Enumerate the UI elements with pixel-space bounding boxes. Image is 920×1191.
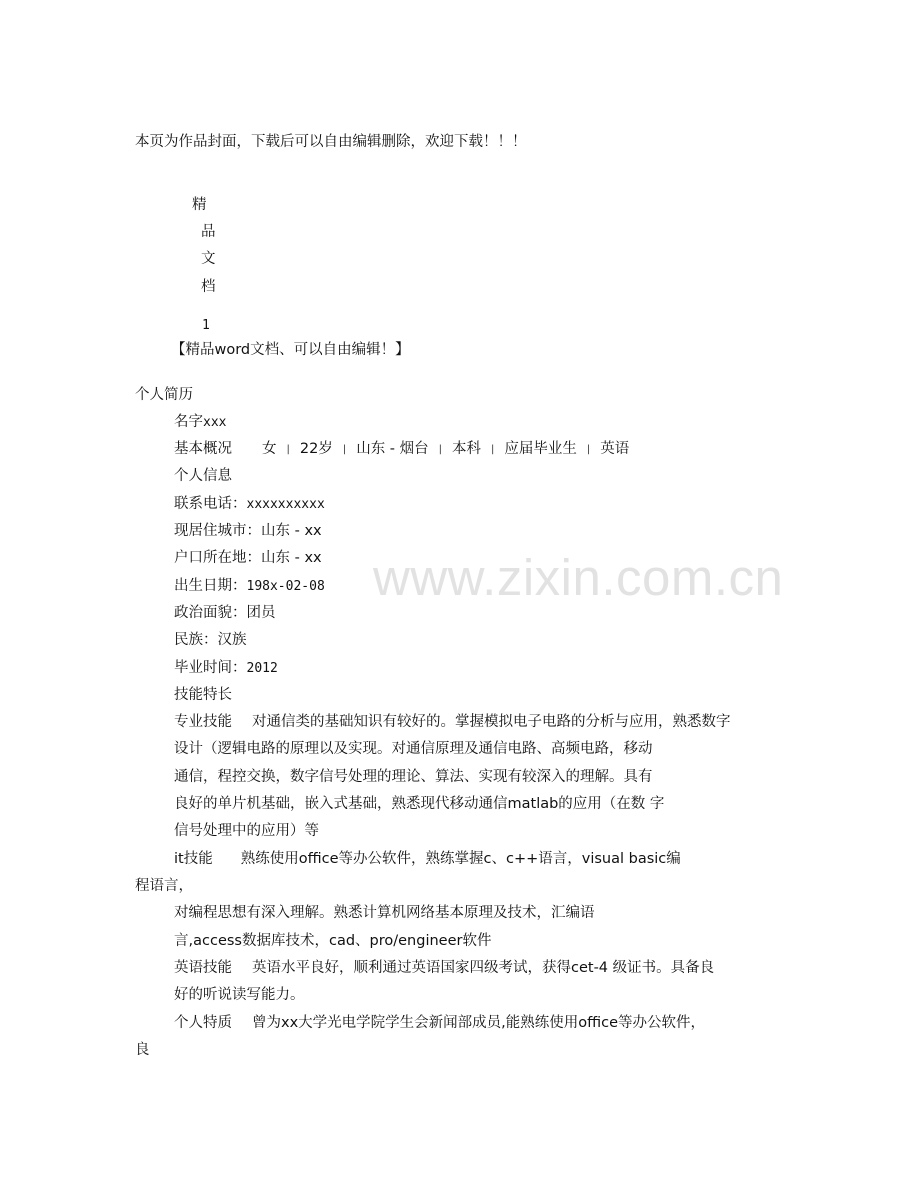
- basic-label: 基本概况: [174, 441, 232, 457]
- pro-skill-line-1: 对通信类的基础知识有较好的。掌握模拟电子电路的分析与应用，熟悉数字: [252, 714, 731, 730]
- page-number: 1: [202, 318, 210, 333]
- cover-title-char-1: 精: [192, 197, 207, 213]
- hukou-row: [174, 548, 322, 568]
- pro-skill-line-3: 通信，程控交换，数字信号处理的理论、算法、实现有较深入的理解。具有: [174, 769, 653, 785]
- trait-row: [174, 1013, 705, 1033]
- it-skill-line-2: 程语言，: [135, 878, 193, 894]
- city-label: 现居住城市：: [174, 523, 261, 539]
- eng-skill-label: 英语技能: [174, 960, 232, 976]
- pro-skill-label: 专业技能: [174, 714, 232, 730]
- basic-status: 应届毕业生: [504, 441, 577, 457]
- name-row: [174, 412, 226, 432]
- pro-skill-line-4: 良好的单片机基础，嵌入式基础，熟悉现代移动通信matlab的应用（在数 字: [174, 796, 665, 812]
- cover-title-char-3: 文: [201, 251, 216, 267]
- name-value: xxx: [203, 415, 227, 430]
- hukou-label: 户口所在地：: [174, 550, 261, 566]
- grad-value: 2012: [246, 661, 278, 676]
- watermark: www.zixin.com.cn: [373, 549, 784, 606]
- it-skill-line-3: 对编程思想有深入理解。熟悉计算机网络基本原理及技术，汇编语: [174, 905, 595, 921]
- ethnic-value: 汉族: [217, 632, 247, 648]
- trait-label: 个人特质: [174, 1015, 232, 1031]
- pro-skill-line-5: 信号处理中的应用）等: [174, 823, 319, 839]
- resume-title: 个人简历: [135, 387, 193, 403]
- pro-skill-line-2: 设计（逻辑电路的原理以及实现。对通信原理及通信电路、高频电路，移动: [174, 741, 653, 757]
- personal-info-heading: 个人信息: [174, 468, 232, 484]
- grad-row: [174, 658, 278, 678]
- political-value: 团员: [246, 605, 276, 621]
- eng-skill-line-2: 好的听说读写能力。: [174, 987, 305, 1003]
- it-skill-line-1: 熟练使用office等办公软件，熟练掌握c、c++语言，visual basic编: [240, 851, 681, 867]
- basic-info-row: 基本概况 女 | 22岁 | 山东 - 烟台 | 本科 | 应届毕业生 | 英语: [174, 441, 630, 457]
- birth-label: 出生日期：: [174, 578, 247, 594]
- basic-gender: 女: [262, 441, 277, 457]
- cover-title-char-2: 品: [201, 224, 216, 240]
- basic-age: 22岁: [299, 441, 333, 457]
- it-skill-row: [174, 849, 681, 869]
- hukou-value: 山东 - xx: [261, 550, 322, 566]
- city-value: 山东 - xx: [261, 523, 322, 539]
- political-label: 政治面貌：: [174, 605, 247, 621]
- ethnic-row: [174, 630, 247, 650]
- trait-line-2: 良: [135, 1042, 150, 1058]
- birth-value: 198x-02-08: [246, 579, 325, 594]
- basic-location: 山东 - 烟台: [356, 441, 429, 457]
- cover-notice: 本页为作品封面，下载后可以自由编辑删除，欢迎下载！！！: [135, 134, 527, 150]
- it-skill-line-4: 言,access数据库技术，cad、pro/engineer软件: [174, 933, 492, 949]
- ethnic-label: 民族：: [174, 632, 218, 648]
- eng-skill-row: [174, 958, 714, 978]
- grad-label: 毕业时间：: [174, 660, 247, 676]
- birth-row: [174, 576, 325, 596]
- city-row: [174, 521, 322, 541]
- eng-skill-line-1: 英语水平良好，顺利通过英语国家四级考试，获得cet-4 级证书。具备良: [252, 960, 715, 976]
- basic-major: 英语: [600, 441, 630, 457]
- phone-row: [174, 494, 325, 514]
- doc-banner: 【精品word文档、可以自由编辑！】: [171, 342, 410, 358]
- it-skill-label: it技能: [174, 851, 213, 867]
- phone-label: 联系电话：: [174, 496, 247, 512]
- trait-line-1: 曾为xx大学光电学院学生会新闻部成员,能熟练使用office等办公软件，: [252, 1015, 706, 1031]
- name-label: 名字: [174, 414, 203, 430]
- cover-title-char-4: 档: [201, 279, 216, 295]
- skills-heading: 技能特长: [174, 687, 232, 703]
- political-row: [174, 603, 276, 623]
- phone-value: xxxxxxxxxx: [246, 497, 325, 512]
- basic-degree: 本科: [452, 441, 482, 457]
- pro-skill-row: [174, 712, 731, 732]
